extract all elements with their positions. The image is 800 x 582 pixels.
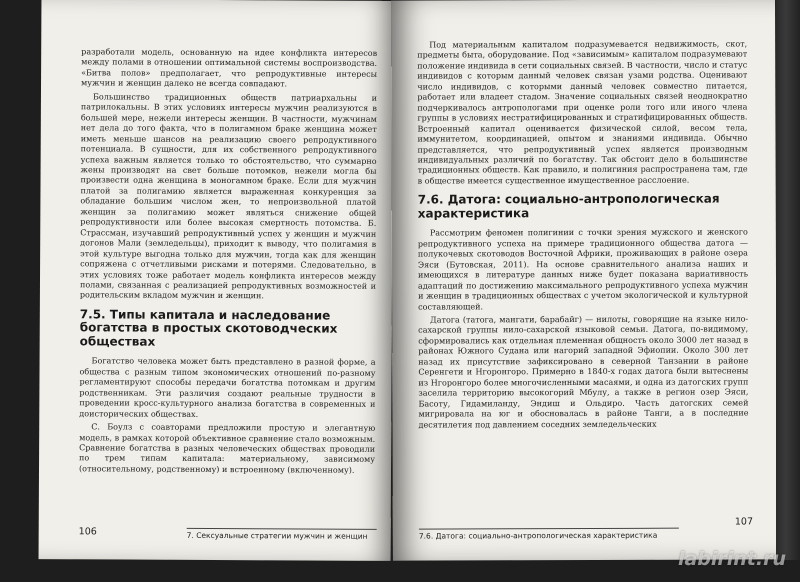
left-paragraph-1: разработали модель, основанную на идее конфликта интересов между полами в отношении оптимальной системы воспроизводства. «Битва полов» предполагает, что репродуктивные интересы мужчин и женщин далеко не всегда совпадают. bbox=[81, 47, 378, 89]
watermark-logo: labirint.ru bbox=[677, 548, 786, 570]
page-number-left: 106 bbox=[78, 526, 97, 538]
left-paragraph-4: С. Боулз с соавторами предложили простую и элегантную модель, в рамках которой объективное сравнение стало возможным. Сравнение богатства в разных человеческих обществах проводили по трем типам капитала: материальному, зависимому (относительному, родственному) и встроенному (включенному). bbox=[78, 422, 376, 475]
left-paragraph-3: Богатство человека может быть представлено в разной форме, а общества с разным типом экономических отношений по-разному регламентируют способы передачи богатства потомкам и другим родственникам. Эти различия создают реальные трудности в проведении кросс-культурного анализа богатства в современных и доисторических обществах. bbox=[79, 356, 376, 419]
right-paragraph-2: Рассмотрим феномен полигинии с точки зрения мужского и женского репродуктивного успеха на примере традиционного общества датога — полукочевых скотоводов Восточной Африки, проживающих в районе озера Эяси (Бутовская, 2011). На основе сравнительного анализа наших и имеющихся в литературе данных ниже будет показана вариативность адаптаций по достижению максимального репродуктивного успеха мужчин и женщин в традиционных обществах с учетом экологической и культурной составляющей. bbox=[417, 227, 749, 312]
running-footer-left: 7. Сексуальные стратегии мужчин и женщин bbox=[187, 528, 377, 541]
right-paragraph-3: Датога (татога, мангати, барабайг) — нилоты, говорящие на языке нило-сахарской группы нило-сахарской языковой семьи. Датога, по-видимому, сформировались как отдельная племенная общность около 3000 лет назад в районах Южного Судана или нагорий западной Эфиопии. Около 300 лет назад их присутствие зафиксировано в северной Танзании в районе Серенгети и Нгоронгоро. Примерно в 1840-х годах датога были вытеснены из Нгоронгоро более многочисленными масаями, и одна из датогских групп заселила территорию высокогорий Мбулу, а также в регион озер Эяси, Басоту, Гидамиланду, Эндиш и Ольдиро. Часть датогских семей мигрировала на юг и обосновалась в районе Танги, а в последние десятилетия под давлением соседних земледельческих bbox=[418, 314, 749, 430]
page-number-right: 107 bbox=[734, 516, 754, 528]
section-heading-7-5: 7.5. Типы капитала и наследование богатства в простых скотоводческих обществах bbox=[79, 307, 338, 349]
running-footer-right: 7.6. Датога: социально-антропологическая характеристика bbox=[419, 528, 679, 541]
right-paragraph-1: Под материальным капиталом подразумевается недвижимость, скот, предметы быта, оборудование. Под «зависимым» капиталом подразумевают положение индивида в сети социальных связей. В частности, число и статус индивидов с которым данный человек связан узами родства. Оценивают число индивидов, с которыми данный человек совместно питается, работает или владеет стадом. Значение социальных связей неоднократно подчеркивалось антропологами при оценке роли того или иного члена группы в условиях нестратифицированных и стратифицированных обществ. Встроенный капитал оценивается физической силой, весом тела, иммунитетом, координацией, опытом и знаниями индивида. Обычно представляется, что репродуктивный успех является производным индивидуальных различий по богатству. Так обстоит дело в большинстве традиционных обществ. Как правило, и полигиния распространена там, где в обществе имеется существенное имущественное расслоение. bbox=[417, 39, 748, 186]
left-page-content bbox=[79, 47, 377, 479]
book-edge bbox=[776, 0, 800, 560]
left-paragraph-2: Большинство традиционных обществ патриархальны и патрилокальны. В этих условиях интересы мужчин реализуются в большей мере, нежели интересы женщин. В частности, мужчинам нет дела до того факта, что в полигамном браке женщина может иметь меньше шансов на реализацию своего репродуктивного потенциала. В сущности, для их собственного репродуктивного успеха важным является только то обстоятельство, что суммарно жены производят на свет больше потомков, нежели могла бы произвести одна женщина в моногамном браке. Если для мужчин платой за полигамию является выраженная конкуренция за обладание большим числом жен, то непроизвольной платой женщин за полигамию может являться снижение общей репродуктивности или более высокая смертность потомства. Б. Страссман, изучавший репродуктивный успех у женщин и мужчин догонов Мали (земледельцы), приходит к выводу, что полигамия в этой культуре выгодна только для мужчин, тогда как для женщин сопряжена с отчетливыми рисками и потерями. Следовательно, в этих условиях тоже работает модель конфликта интересов между полами, связанная с реализацией репродуктивных возможностей и родительским вкладом мужчин и женщин. bbox=[79, 92, 377, 301]
left-page bbox=[39, 0, 394, 561]
right-page bbox=[391, 0, 777, 561]
right-page-content bbox=[417, 39, 748, 433]
section-heading-7-6: 7.6. Датога: социально-антропологическая характеристика bbox=[417, 191, 720, 221]
